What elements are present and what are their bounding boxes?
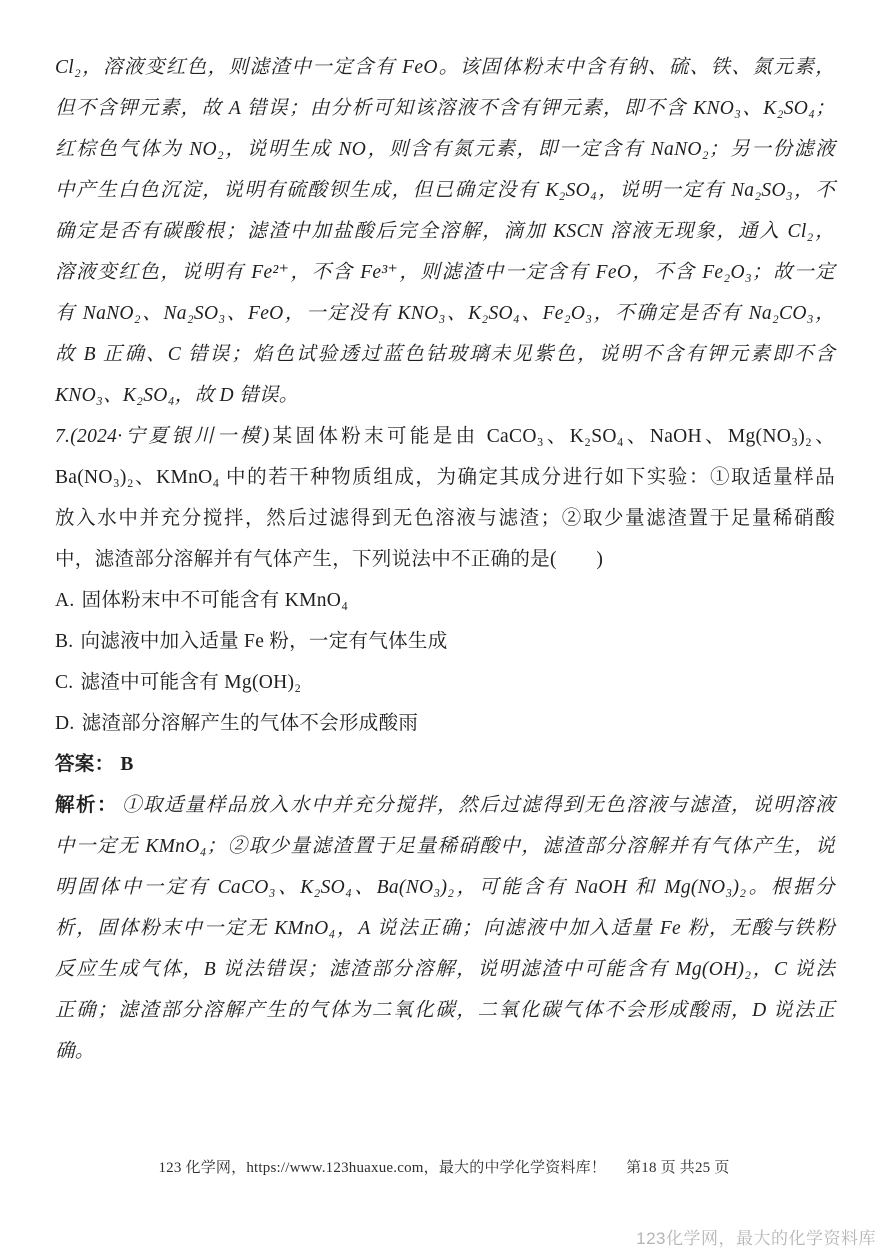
page-footer xyxy=(0,1156,888,1177)
document-content xyxy=(55,47,835,1072)
analysis-line-4: 析，固体粉末中一定无 KMnO₄，A 说法正确；向滤液中加入适量 Fe 粉，无酸与铁粉 xyxy=(55,918,835,939)
option-b xyxy=(55,621,835,662)
option-b-label: B. xyxy=(55,631,74,652)
analysis-label: 解析： xyxy=(55,794,119,816)
prev-analysis-line-4: 中产生白色沉淀，说明有硫酸钡生成，但已确定没有 K₂SO₄，说明一定有 Na₂SO₃，不 xyxy=(55,180,835,201)
prev-analysis-line-2: 但不含钾元素，故 A 错误；由分析可知该溶液不含有钾元素，即不含 KNO₃、K₂SO₄； xyxy=(55,98,835,119)
analysis-line-3: 明固体中一定有 CaCO₃、K₂SO₄、Ba(NO₃)₂，可能含有 NaOH 和 Mg(NO₃)₂。根据分 xyxy=(55,877,835,898)
analysis-line-6: 正确；滤渣部分溶解产生的气体为二氧化碳，二氧化碳气体不会形成酸雨，D 说法正 xyxy=(55,1000,835,1021)
answer-label: 答案： xyxy=(55,753,115,775)
prev-analysis-line-3: 红棕色气体为 NO₂，说明生成 NO，则含有氮元素，即一定含有 NaNO₂；另一份滤液 xyxy=(55,139,835,160)
footer-site-info: 123 化学网，https://www.123huaxue.com，最大的中学化学资料库！ xyxy=(158,1160,607,1176)
answer-value: B xyxy=(120,754,134,775)
prev-analysis-line-5: 确定是否有碳酸根；滤渣中加盐酸后完全溶解，滴加 KSCN 溶液无现象，通入 Cl₂， xyxy=(55,221,835,242)
option-c xyxy=(55,662,835,703)
analysis-line-1-text: ①取适量样品放入水中并充分搅拌，然后过滤得到无色溶液与滤渣，说明溶液 xyxy=(122,795,836,816)
footer-page-number: 第18 页 共25 页 xyxy=(626,1160,730,1176)
watermark: 123化学网，最大的化学资料库 xyxy=(636,1229,876,1248)
analysis-line-2: 中一定无 KMnO₄；②取少量滤渣置于足量稀硝酸中，滤渣部分溶解并有气体产生，说 xyxy=(55,836,835,857)
prev-analysis-line-1: Cl₂，溶液变红色，则滤渣中一定含有 FeO。该固体粉末中含有钠、硫、铁、氮元素， xyxy=(55,57,835,78)
option-a xyxy=(55,580,835,621)
analysis-line-7: 确。 xyxy=(55,1041,95,1062)
option-c-label: C. xyxy=(55,672,74,693)
option-b-text: 向滤液中加入适量 Fe 粉，一定有气体生成 xyxy=(80,631,448,652)
option-c-text: 滤渣中可能含有 Mg(OH)₂ xyxy=(80,672,302,693)
analysis-line-1 xyxy=(55,785,835,826)
question-7-stem-line-1 xyxy=(55,416,835,457)
prev-analysis-line-8: 故 B 正确、C 错误；焰色试验透过蓝色钴玻璃未见紫色，说明不含有钾元素即不含 xyxy=(55,344,835,365)
option-a-label: A. xyxy=(55,590,75,611)
prev-analysis-line-6: 溶液变红色，说明有 Fe²⁺，不含 Fe³⁺，则滤渣中一定含有 FeO，不含 Fe₂O₃；故一定 xyxy=(55,262,835,283)
prev-analysis-line-7: 有 NaNO₂、Na₂SO₃、FeO，一定没有 KNO₃、K₂SO₄、Fe₂O₃，不确定是否有 Na₂CO₃， xyxy=(55,303,835,324)
question-7-stem-line-2: Ba(NO₃)₂、KMnO₄ 中的若干种物质组成，为确定其成分进行如下实验：①取适量样品 xyxy=(55,467,835,488)
question-7-stem-line-3: 放入水中并充分搅拌，然后过滤得到无色溶液与滤渣；②取少量滤渣置于足量稀硝酸 xyxy=(55,508,835,529)
question-7-number-source: 7.(2024·宁夏银川一模) xyxy=(55,426,270,447)
answer-line xyxy=(55,744,835,785)
analysis-line-5: 反应生成气体，B 说法错误；滤渣部分溶解，说明滤渣中可能含有 Mg(OH)₂，C 说法 xyxy=(55,959,835,980)
prev-analysis-line-9: KNO₃、K₂SO₄，故 D 错误。 xyxy=(55,385,299,406)
question-7-stem-line-4: 中，滤渣部分溶解并有气体产生，下列说法中不正确的是( ) xyxy=(55,549,604,570)
option-d-label: D. xyxy=(55,713,75,734)
option-d-text: 滤渣部分溶解产生的气体不会形成酸雨 xyxy=(81,713,419,734)
option-a-text: 固体粉末中不可能含有 KMnO₄ xyxy=(81,590,349,611)
option-d xyxy=(55,703,835,744)
question-7-stem-text: 某固体粉末可能是由 CaCO₃、K₂SO₄、NaOH、Mg(NO₃)₂、 xyxy=(269,426,835,447)
